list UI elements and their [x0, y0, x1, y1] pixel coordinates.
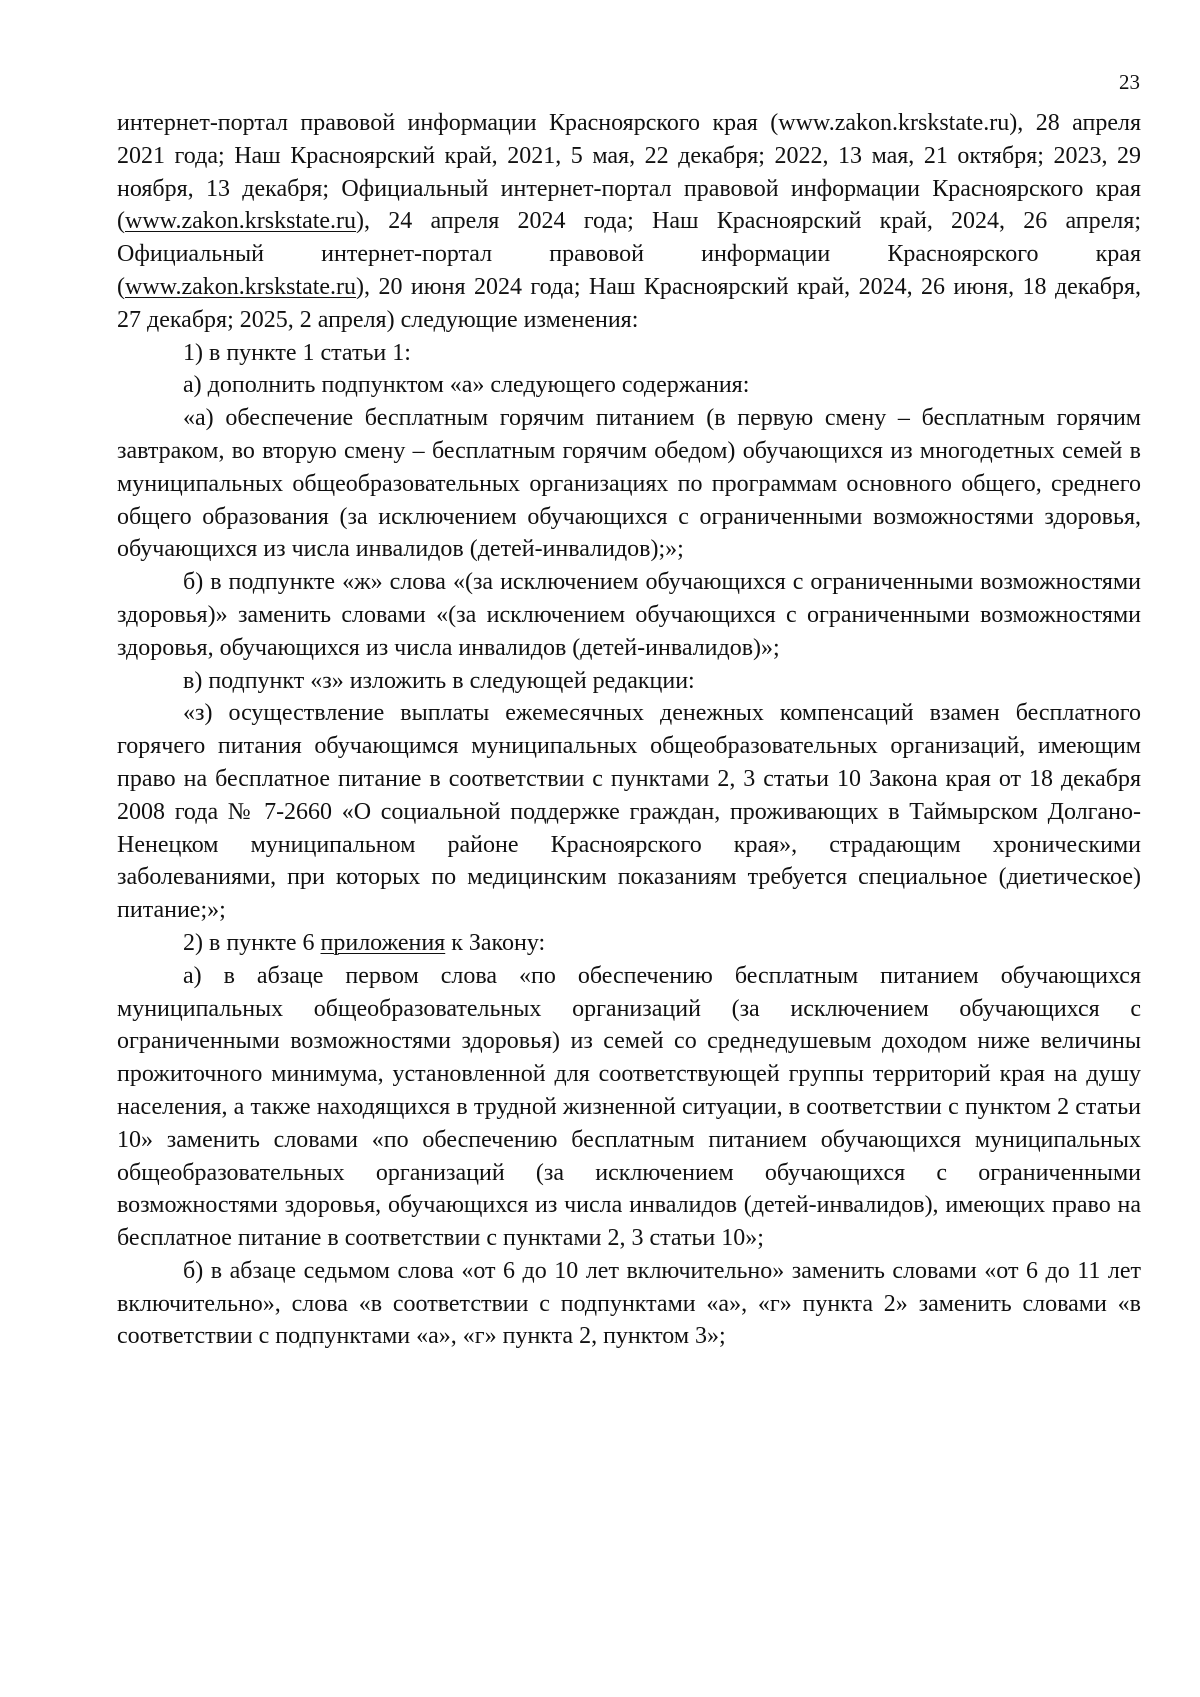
paragraph — [117, 402, 1141, 566]
paragraph — [117, 665, 1141, 698]
paragraph — [117, 107, 1141, 337]
underlined-text: www.zakon.krskstate.ru — [125, 208, 357, 235]
text-segment: а) в абзаце первом слова «по обеспечению бесплатным питанием обучающихся муниципальных общеобразовательных организаций (за исключением обучающихся с ограниченными возможностями здоровья) из семей со среднедушевым доходом ниже величины прожиточного минимума, установленной для соответствующей группы территорий края на душу населения, а также находящихся в трудной жизненной ситуации, в соответствии с пунктом 2 статьи 10» заменить словами «по обеспечению бесплатным питанием обучающихся муниципальных общеобразовательных организаций (за исключением обучающихся с ограниченными возможностями здоровья, обучающихся из числа инвалидов (детей-инвалидов), имеющих право на бесплатное питание в соответствии с пунктами 2, 3 статьи 10»; — [117, 962, 1141, 1252]
paragraph — [117, 369, 1141, 402]
paragraph — [117, 337, 1141, 370]
text-segment: а) дополнить подпунктом «а» следующего содержания: — [183, 372, 750, 399]
text-segment: 1) в пункте 1 статьи 1: — [183, 339, 411, 366]
text-segment: «з) осуществление выплаты ежемесячных денежных компенсаций взамен бесплатного горячего питания обучающимся муниципальных общеобразовательных организаций, имеющим право на бесплатное питание в соответствии с пунктами 2, 3 статьи 10 Закона края от 18 декабря 2008 года № 7-2660 «О социальной поддержке граждан, проживающих в Таймырском Долгано-Ненецком муниципальном районе Красноярского края», страдающим хроническими заболеваниями, при которых по медицинским показаниям требуется специальное (диетическое) питание;»; — [117, 700, 1141, 924]
text-segment: в) подпункт «з» изложить в следующей редакции: — [183, 667, 695, 694]
paragraph — [117, 1255, 1141, 1353]
paragraph — [117, 927, 1141, 960]
text-segment: «а) обеспечение бесплатным горячим питанием (в первую смену – бесплатным горячим завтраком, во вторую смену – бесплатным горячим обедом) обучающихся из многодетных семей в муниципальных общеобразовательных организациях по программам основного общего, среднего общего образования (за исключением обучающихся с ограниченными возможностями здоровья, обучающихся из числа инвалидов (детей-инвалидов);»; — [117, 405, 1141, 563]
text-segment: ), 20 июня 2024 года; Наш Красноярский край, 2024, 26 июня, 18 декабря, 27 декабря; 2025, 2 апреля) следующие изменения: — [117, 273, 1141, 333]
underlined-text: www.zakon.krskstate.ru — [125, 273, 357, 300]
text-segment: ), 24 апреля 2024 года; Наш Красноярский край, 2024, 26 апреля; Официальный интернет-портал правовой информации Красноярского края ( — [117, 208, 1141, 300]
paragraph — [117, 697, 1141, 927]
document-body — [117, 107, 1141, 1353]
text-segment: интернет-портал правовой информации Красноярского края (www.zakon.krskstate.ru), 28 апреля 2021 года; Наш Красноярский край, 2021, 5 мая, 22 декабря; 2022, 13 мая, 21 октября; 2023, 29 ноября, 13 декабря; Официальный интернет-портал правовой информации Красноярского края ( — [117, 110, 1141, 235]
text-segment: к Закону: — [445, 929, 546, 956]
paragraph — [117, 960, 1141, 1255]
underlined-text: приложения — [320, 929, 446, 956]
text-segment: 2) в пункте 6 — [183, 929, 321, 956]
paragraph — [117, 566, 1141, 664]
text-segment: б) в абзаце седьмом слова «от 6 до 10 лет включительно» заменить словами «от 6 до 11 лет включительно», слова «в соответствии с подпунктами «а», «г» пункта 2» заменить словами «в соответствии с подпунктами «а», «г» пункта 2, пунктом 3»; — [117, 1257, 1141, 1350]
text-segment: б) в подпункте «ж» слова «(за исключением обучающихся с ограниченными возможностями здоровья)» заменить словами «(за исключением обучающихся с ограниченными возможностями здоровья, обучающихся из числа инвалидов (детей-инвалидов)»; — [117, 569, 1141, 661]
page-number: 23 — [1119, 70, 1140, 94]
